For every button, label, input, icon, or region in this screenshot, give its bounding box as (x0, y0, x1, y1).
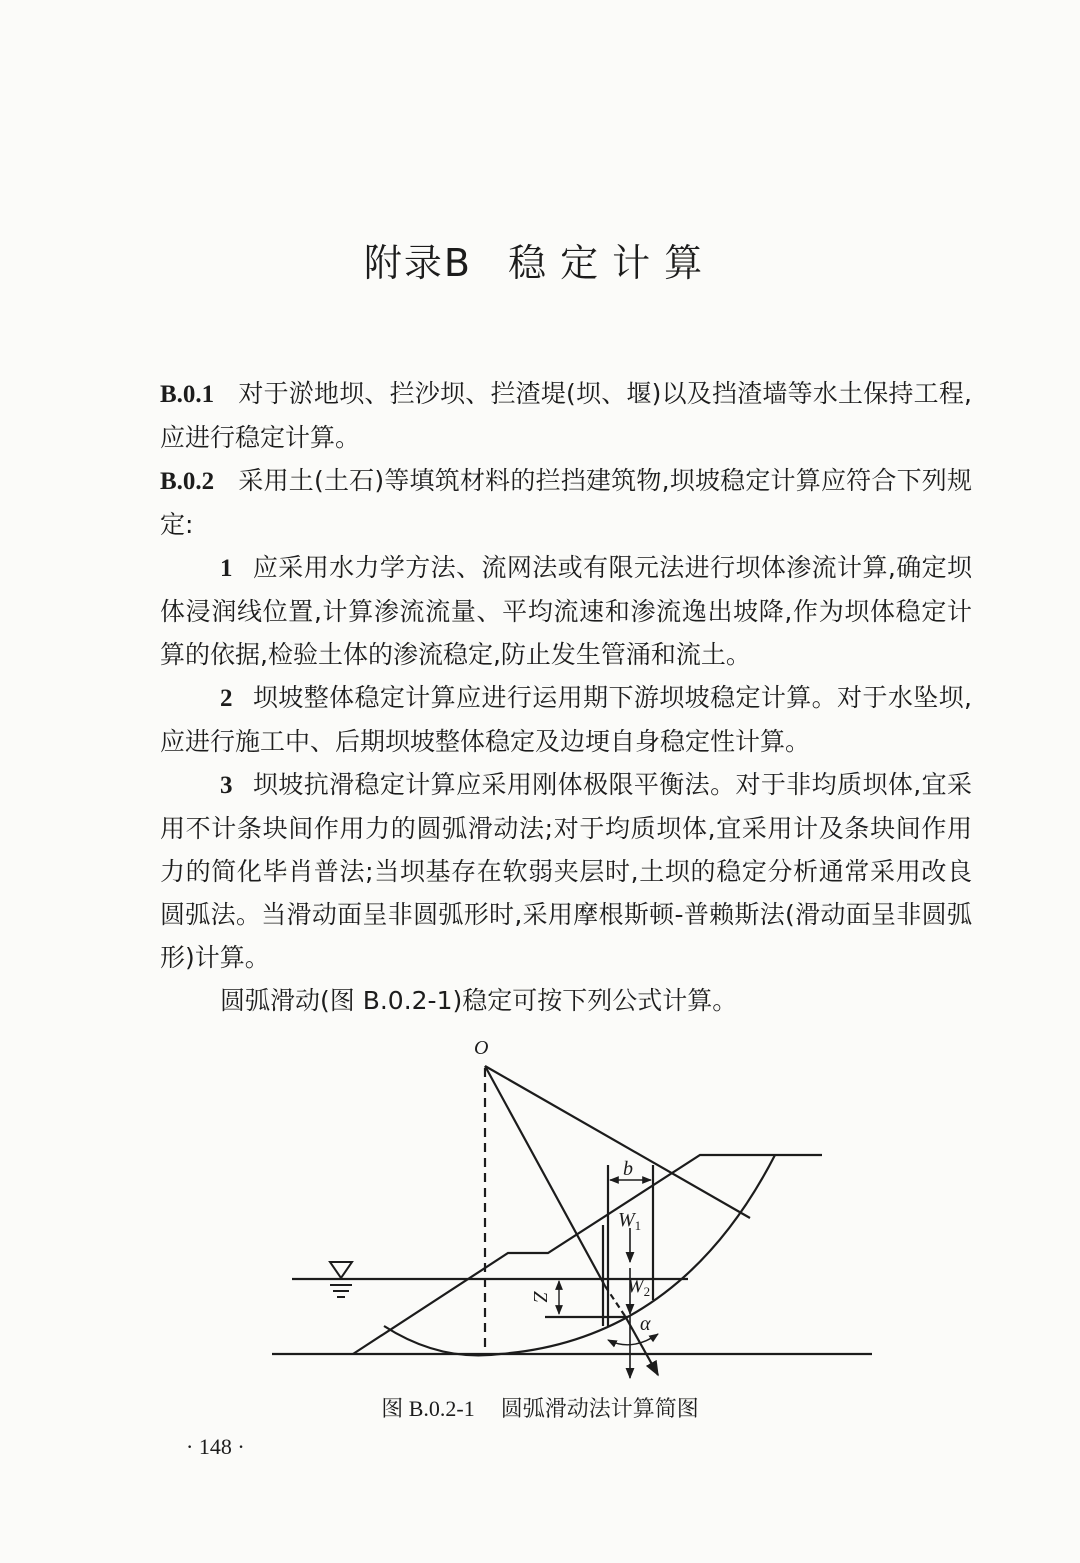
item-number: 3 (220, 772, 233, 799)
figure-caption-text: 圆弧滑动法计算简图 (500, 1397, 699, 1422)
weight1-symbol: W (618, 1209, 635, 1231)
item-text: 坝坡整体稳定计算应进行运用期下游坝坡稳定计算。对于水坠坝,应进行施工中、后期坝坡整体稳定及边埂自身稳定性计算。 (160, 683, 972, 756)
clause-text: 采用土(土石)等填筑材料的拦挡建筑物,坝坡稳定计算应符合下列规定: (160, 466, 972, 539)
page-title (0, 232, 1080, 287)
weight1-label (618, 1209, 641, 1233)
weight2-subscript: 2 (643, 1284, 651, 1299)
item-number: 2 (220, 685, 233, 712)
body-text (160, 372, 972, 1022)
clause-b02 (160, 459, 972, 546)
page-number: · 148 · (186, 1434, 245, 1459)
item-3 (160, 763, 972, 979)
item-text: 坝坡抗滑稳定计算应采用刚体极限平衡法。对于非均质坝体,宜采用不计条块间作用力的圆弧滑动法;对于均质坝体,宜采用计及条块间作用力的简化毕肖普法;当坝基存在软弱夹层时,土坝的稳定分析通常采用改良圆弧法。当滑动面呈非圆弧形时,采用摩根斯顿-普赖斯法(滑动面呈非圆弧形)计算。 (160, 770, 972, 972)
figure-svg (0, 1030, 1080, 1380)
slip-circle-figure (0, 1030, 1080, 1380)
clause-number: B.0.1 (160, 381, 215, 408)
slip-arc (384, 1155, 775, 1355)
title-prefix: 附录B (363, 241, 472, 285)
item-2 (160, 676, 972, 763)
center-label: O (474, 1037, 489, 1059)
weight1-subscript: 1 (634, 1218, 642, 1233)
figure-intro: 圆弧滑动(图 B.0.2-1)稳定可按下列公式计算。 (220, 986, 738, 1015)
title-main: 稳定计算 (508, 241, 717, 285)
clause-number: B.0.2 (160, 468, 215, 495)
item-number: 1 (220, 555, 233, 582)
width-label: b (623, 1158, 633, 1180)
angle-arc (608, 1334, 658, 1345)
weight2-symbol: W (627, 1275, 644, 1297)
item-1 (160, 546, 972, 676)
clause-text: 对于淤地坝、拦沙坝、拦渣堤(坝、堰)以及挡渣墙等水土保持工程,应进行稳定计算。 (160, 379, 972, 452)
item-text: 应采用水力学方法、流网法或有限元法进行坝体渗流计算,确定坝体浸润线位置,计算渗流流量、平均流速和渗流逸出坡降,作为坝体稳定计算的依据,检验土体的渗流稳定,防止发生管涌和流土。 (160, 553, 972, 669)
angle-label: α (640, 1313, 651, 1335)
radius-line-upper (485, 1066, 750, 1218)
figure-caption-number: 图 B.0.2-1 (381, 1396, 475, 1421)
clause-b01 (160, 372, 972, 459)
figure-caption (0, 1392, 1080, 1423)
height-label: Z (529, 1291, 551, 1303)
